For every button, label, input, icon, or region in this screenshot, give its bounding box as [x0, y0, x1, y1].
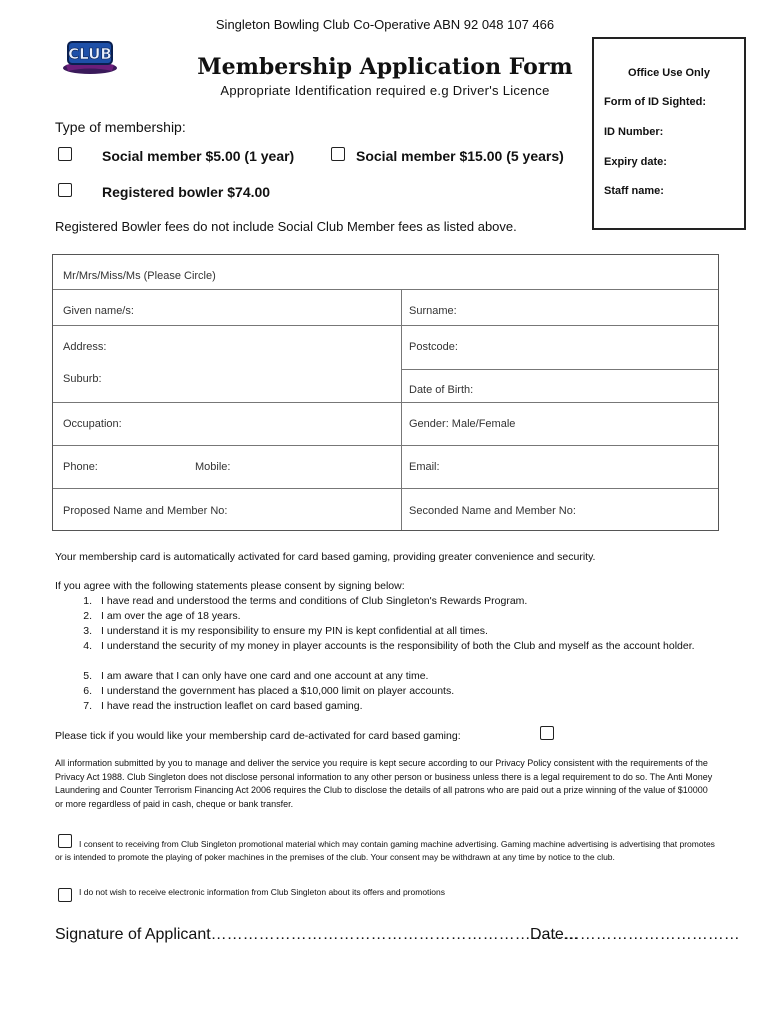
- office-field-staff: Staff name:: [604, 185, 664, 197]
- list-item: I have read the instruction leaflet on card based gaming.: [101, 700, 363, 712]
- consent-intro: If you agree with the following statements please consent by signing below:: [55, 580, 405, 592]
- deactivate-label: Please tick if you would like your membership card de-activated for card based gaming:: [55, 730, 461, 742]
- email-field[interactable]: Email:: [409, 461, 440, 473]
- registered-bowler-checkbox[interactable]: [58, 183, 72, 197]
- office-field-id-number: ID Number:: [604, 126, 664, 138]
- seconded-field[interactable]: Seconded Name and Member No:: [409, 505, 576, 517]
- club-logo: [62, 38, 118, 76]
- occupation-field[interactable]: Occupation:: [63, 418, 122, 430]
- fee-note: Registered Bowler fees do not include Social Club Member fees as listed above.: [55, 219, 517, 234]
- applicant-signature-line[interactable]: Signature of Applicant……………………………………………………………: [55, 926, 579, 943]
- title-field[interactable]: Mr/Mrs/Miss/Ms (Please Circle): [63, 270, 216, 282]
- activation-note: Your membership card is automatically activated for card based gaming, providing greater convenience and security.: [55, 551, 596, 563]
- no-electronic-text: I do not wish to receive electronic information from Club Singleton about its offers and promotions: [79, 887, 446, 897]
- gender-field[interactable]: Gender: Male/Female: [409, 418, 516, 430]
- office-use-title: Office Use Only: [628, 67, 710, 79]
- date-line[interactable]: Date……………………………: [530, 926, 740, 943]
- address-field[interactable]: Address:: [63, 341, 107, 353]
- list-item: I understand it is my responsibility to ensure my PIN is kept confidential at all times.: [101, 625, 488, 637]
- phone-field[interactable]: Phone:: [63, 461, 98, 473]
- no-electronic-checkbox[interactable]: [58, 888, 72, 902]
- surname-field[interactable]: Surname:: [409, 305, 457, 317]
- consent-statements-list: 1. I have read and understood the terms and conditions of Club Singleton's Rewards Program. 2. I am over the age of 18 years. 3. I understand it is my responsibility to ensure my PIN is kept confidential at all times. 4. I understand the security of my money in player accounts is the responsibility of both the Club and myself as the account holder. 5. I am aware that I can only have one card and one account at any time. 6. I understand the government has placed a $10,000 limit on player accounts. 7. I have read the instruction leaflet on card based gaming.: [78, 594, 718, 714]
- org-line: Singleton Bowling Club Co-Operative ABN 92 048 107 466: [215, 17, 555, 32]
- office-use-box: [592, 37, 746, 230]
- form-title: Membership Application Form: [197, 54, 573, 80]
- given-name-field[interactable]: Given name/s:: [63, 305, 134, 317]
- office-field-expiry: Expiry date:: [604, 156, 667, 168]
- suburb-field[interactable]: Suburb:: [63, 373, 102, 385]
- list-item: I have read and understood the terms and conditions of Club Singleton's Rewards Program.: [101, 595, 528, 607]
- social-1yr-label: Social member $5.00 (1 year): [102, 148, 295, 164]
- deactivate-checkbox[interactable]: [540, 726, 554, 740]
- social-5yr-label: Social member $15.00 (5 years): [356, 148, 564, 164]
- proposed-field[interactable]: Proposed Name and Member No:: [63, 505, 228, 517]
- list-item: I am aware that I can only have one card and one account at any time.: [101, 670, 429, 682]
- mobile-field[interactable]: Mobile:: [195, 461, 231, 473]
- office-field-id-sighted: Form of ID Sighted:: [604, 96, 707, 108]
- list-item: I understand the security of my money in player accounts is the responsibility of both the Club and myself as the account holder.: [101, 640, 695, 652]
- postcode-field[interactable]: Postcode:: [409, 341, 458, 353]
- social-1yr-checkbox[interactable]: [58, 147, 72, 161]
- list-item: I am over the age of 18 years.: [101, 610, 241, 622]
- form-subtitle: Appropriate Identification required e.g Driver's Licence: [220, 83, 550, 98]
- list-item: I understand the government has placed a $10,000 limit on player accounts.: [101, 685, 455, 697]
- registered-bowler-label: Registered bowler $74.00: [102, 184, 271, 200]
- privacy-statement: All information submitted by you to manage and deliver the service you require is kept secure according to our Privacy Policy consistent with the requirements of the Privacy Act 1988. Club Singleton does not disclose personal information to any other person or business unless there is a legal requirement to do so. The Anti Money Laundering and Counter Terrorism Financing Act 2006 requires the Club to disclose the details of all patrons who are paid out a prize winning of the value of $10000 or more regardless of paid in cash, cheque or bank transfer.: [55, 758, 713, 809]
- promo-consent-text: I consent to receiving from Club Singleton promotional material which may contain gaming machine advertising. Gaming machine advertising is advertising that promotes or is intended to promote the playing of poker machines in the premises of the club. Your consent may be withdrawn at any time by notice to the club.: [55, 839, 715, 862]
- membership-type-label: Type of membership:: [55, 119, 186, 135]
- svg-text:CLUB: CLUB: [68, 45, 112, 63]
- dob-field[interactable]: Date of Birth:: [409, 384, 474, 396]
- social-5yr-checkbox[interactable]: [331, 147, 345, 161]
- details-table: [52, 254, 719, 531]
